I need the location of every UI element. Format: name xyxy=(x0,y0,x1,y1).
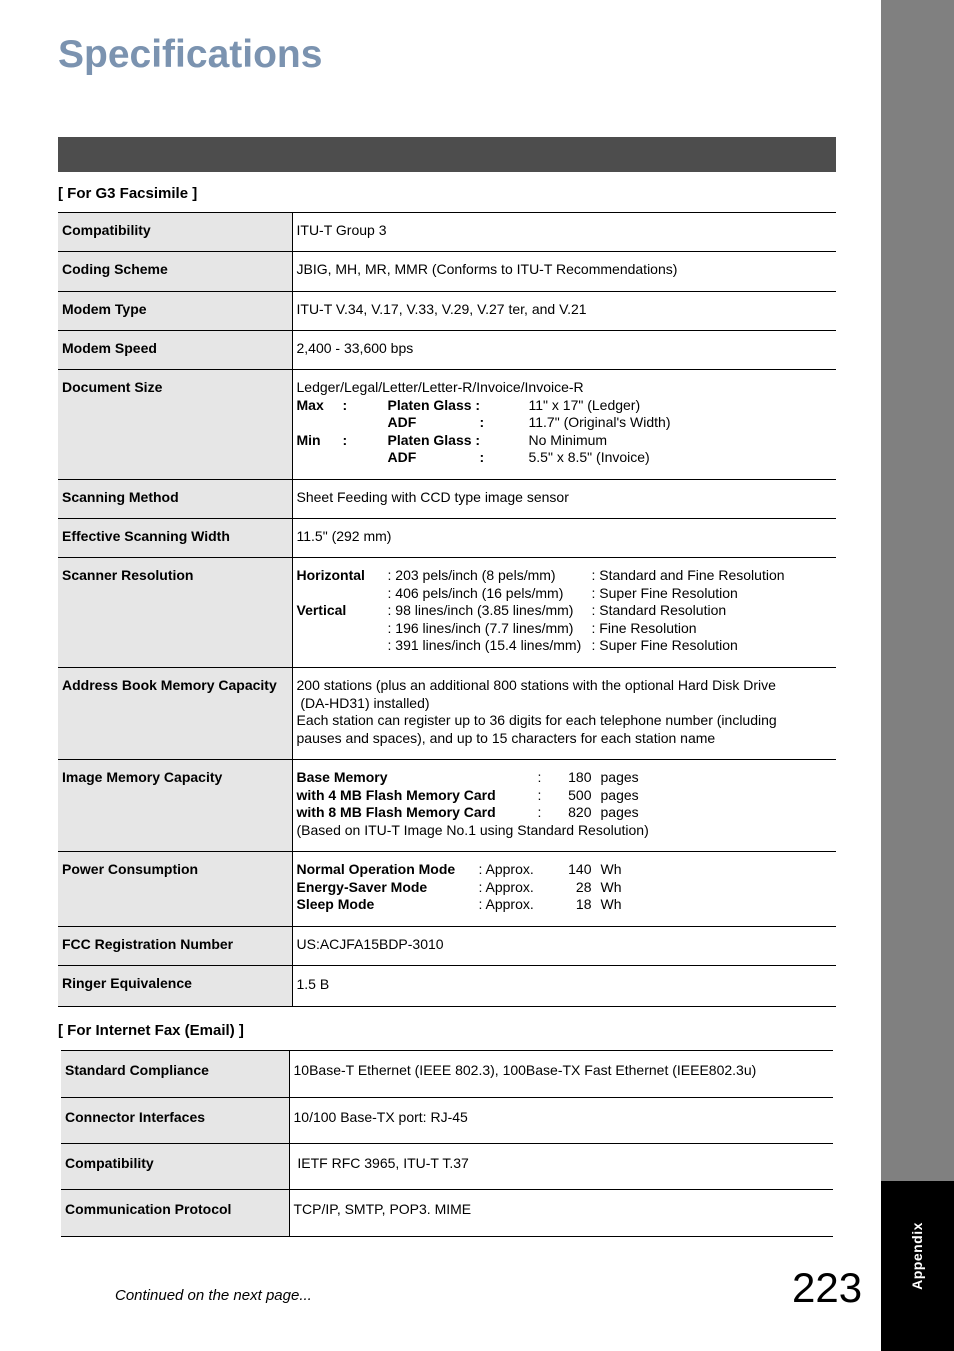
unit: pages xyxy=(600,786,639,803)
header-banner xyxy=(58,137,836,172)
row-label: Effective Scanning Width xyxy=(62,528,230,544)
power-value: 18 xyxy=(575,896,592,912)
row-label: Communication Protocol xyxy=(65,1201,232,1217)
colon: : xyxy=(479,414,485,430)
sidebar-strip xyxy=(881,0,954,1351)
table-row xyxy=(58,292,836,331)
row-value xyxy=(297,370,837,467)
resolution-mode: : Super Fine Resolution xyxy=(591,637,738,653)
table-row xyxy=(61,1144,833,1190)
unit: Wh xyxy=(600,861,622,877)
power-mode-label: Sleep Mode xyxy=(296,896,375,912)
row-label: Address Book Memory Capacity xyxy=(62,677,277,693)
row-value: ITU-T V.34, V.17, V.33, V.29, V.27 ter, and V.21 xyxy=(296,301,587,317)
resolution-value: : 98 lines/inch (3.85 lines/mm) xyxy=(387,602,574,618)
section-tab-label: Appendix xyxy=(909,1222,925,1290)
table-row xyxy=(58,370,836,480)
text-line: 200 stations (plus an additional 800 stations with the optional Hard Disk Drive xyxy=(296,677,776,693)
resolution-mode: : Fine Resolution xyxy=(591,619,697,636)
adf-label: ADF xyxy=(387,449,417,465)
horizontal-label: Horizontal xyxy=(296,567,365,583)
memory-value: 180 xyxy=(568,769,592,785)
colon: : xyxy=(537,786,542,803)
approx: : Approx. xyxy=(478,861,534,877)
resolution-value: : 406 pels/inch (16 pels/mm) xyxy=(387,584,564,601)
max-adf-value: 11.7" (Original's Width) xyxy=(528,414,671,430)
platen-label: Platen Glass : xyxy=(387,396,481,413)
resolution-value: : 391 lines/inch (15.4 lines/mm) xyxy=(387,637,582,653)
row-value xyxy=(297,760,837,839)
section-tab[interactable] xyxy=(881,1181,954,1351)
row-value xyxy=(297,668,837,747)
row-value: IETF RFC 3965, ITU-T T.37 xyxy=(293,1155,469,1171)
table-row xyxy=(58,966,836,1007)
row-value: 1.5 B xyxy=(296,976,330,992)
resolution-mode: : Super Fine Resolution xyxy=(591,584,738,601)
min-platen-value: No Minimum xyxy=(528,431,608,448)
row-value: 10Base-T Ethernet (IEEE 802.3), 100Base-TX Fast Ethernet (IEEE802.3u) xyxy=(293,1062,757,1078)
memory-value: 820 xyxy=(568,804,592,820)
table-row xyxy=(58,927,836,966)
row-label: Connector Interfaces xyxy=(65,1109,206,1125)
unit: pages xyxy=(600,769,639,785)
vertical-label: Vertical xyxy=(296,602,347,618)
colon: : xyxy=(479,449,485,465)
colon: : xyxy=(537,804,542,820)
power-value: 140 xyxy=(568,861,592,877)
row-label: Compatibility xyxy=(65,1155,154,1171)
table-row xyxy=(61,1051,833,1098)
g3-heading: [ For G3 Facsimile ] xyxy=(58,185,198,202)
row-value: JBIG, MH, MR, MMR (Conforms to ITU-T Recommendations) xyxy=(296,261,678,277)
row-value xyxy=(297,558,837,655)
row-label: Modem Type xyxy=(62,301,147,317)
unit: Wh xyxy=(600,878,622,895)
min-adf-value: 5.5" x 8.5" (Invoice) xyxy=(528,449,650,465)
memory-label: Base Memory xyxy=(296,769,388,785)
adf-label: ADF xyxy=(387,414,417,430)
ifax-spec-table xyxy=(61,1050,833,1237)
ifax-heading: [ For Internet Fax (Email) ] xyxy=(58,1022,244,1039)
colon: : xyxy=(342,431,348,448)
text-line: pauses and spaces), and up to 15 characters for each station name xyxy=(296,729,716,746)
colon: : xyxy=(342,396,348,413)
row-label: FCC Registration Number xyxy=(62,936,234,952)
row-label: Modem Speed xyxy=(62,340,157,356)
resolution-mode: : Standard and Fine Resolution xyxy=(591,567,785,583)
table-row xyxy=(58,668,836,760)
table-row xyxy=(58,331,836,370)
approx: : Approx. xyxy=(478,896,534,912)
unit: Wh xyxy=(600,896,622,912)
row-label: Ringer Equivalence xyxy=(62,975,192,991)
colon: : xyxy=(537,769,542,785)
table-row xyxy=(58,213,836,252)
power-value: 28 xyxy=(575,878,592,895)
row-value: Sheet Feeding with CCD type image sensor xyxy=(296,489,569,505)
table-row xyxy=(58,760,836,852)
row-label: Scanner Resolution xyxy=(62,567,194,583)
table-row xyxy=(58,480,836,519)
table-row xyxy=(58,252,836,292)
page-number: 223 xyxy=(792,1264,863,1311)
page-title: Specifications xyxy=(58,33,323,76)
table-row xyxy=(58,519,836,558)
memory-value: 500 xyxy=(568,786,592,803)
resolution-mode: : Standard Resolution xyxy=(591,602,727,618)
row-value: TCP/IP, SMTP, POP3. MIME xyxy=(293,1201,472,1217)
table-row xyxy=(61,1098,833,1144)
row-label: Image Memory Capacity xyxy=(62,769,223,785)
row-label: Standard Compliance xyxy=(65,1062,209,1078)
max-label: Max xyxy=(296,396,324,413)
row-label: Coding Scheme xyxy=(62,261,168,277)
memory-label: with 8 MB Flash Memory Card xyxy=(296,804,496,820)
min-label: Min xyxy=(296,431,321,448)
g3-spec-table xyxy=(58,212,836,1007)
row-value: 10/100 Base-TX port: RJ-45 xyxy=(293,1109,468,1125)
row-value: 11.5" (292 mm) xyxy=(296,528,392,544)
table-row xyxy=(58,852,836,927)
power-mode-label: Energy-Saver Mode xyxy=(296,878,428,895)
power-mode-label: Normal Operation Mode xyxy=(296,861,456,877)
text-line: Each station can register up to 36 digits for each telephone number (including xyxy=(296,712,777,728)
memory-label: with 4 MB Flash Memory Card xyxy=(296,786,496,803)
row-value: ITU-T Group 3 xyxy=(296,222,387,238)
row-label: Scanning Method xyxy=(62,489,179,505)
row-value: US:ACJFA15BDP-3010 xyxy=(296,936,444,952)
resolution-value: : 196 lines/inch (7.7 lines/mm) xyxy=(387,619,574,636)
doc-size-types: Ledger/Legal/Letter/Letter-R/Invoice/Invoice-R xyxy=(296,379,584,395)
continued-note: Continued on the next page... xyxy=(115,1287,312,1304)
table-row xyxy=(58,558,836,668)
row-value xyxy=(297,852,837,914)
max-platen-value: 11" x 17" (Ledger) xyxy=(528,396,641,413)
row-label: Document Size xyxy=(62,379,163,395)
platen-label: Platen Glass : xyxy=(387,431,481,448)
memory-note: (Based on ITU-T Image No.1 using Standard Resolution) xyxy=(296,821,649,838)
unit: pages xyxy=(600,804,639,820)
row-value: 2,400 - 33,600 bps xyxy=(296,340,414,356)
approx: : Approx. xyxy=(478,878,534,895)
text-line: (DA-HD31) installed) xyxy=(296,694,430,711)
row-label: Compatibility xyxy=(62,222,151,238)
row-label: Power Consumption xyxy=(62,861,199,877)
table-row xyxy=(61,1190,833,1237)
resolution-value: : 203 pels/inch (8 pels/mm) xyxy=(387,567,556,583)
